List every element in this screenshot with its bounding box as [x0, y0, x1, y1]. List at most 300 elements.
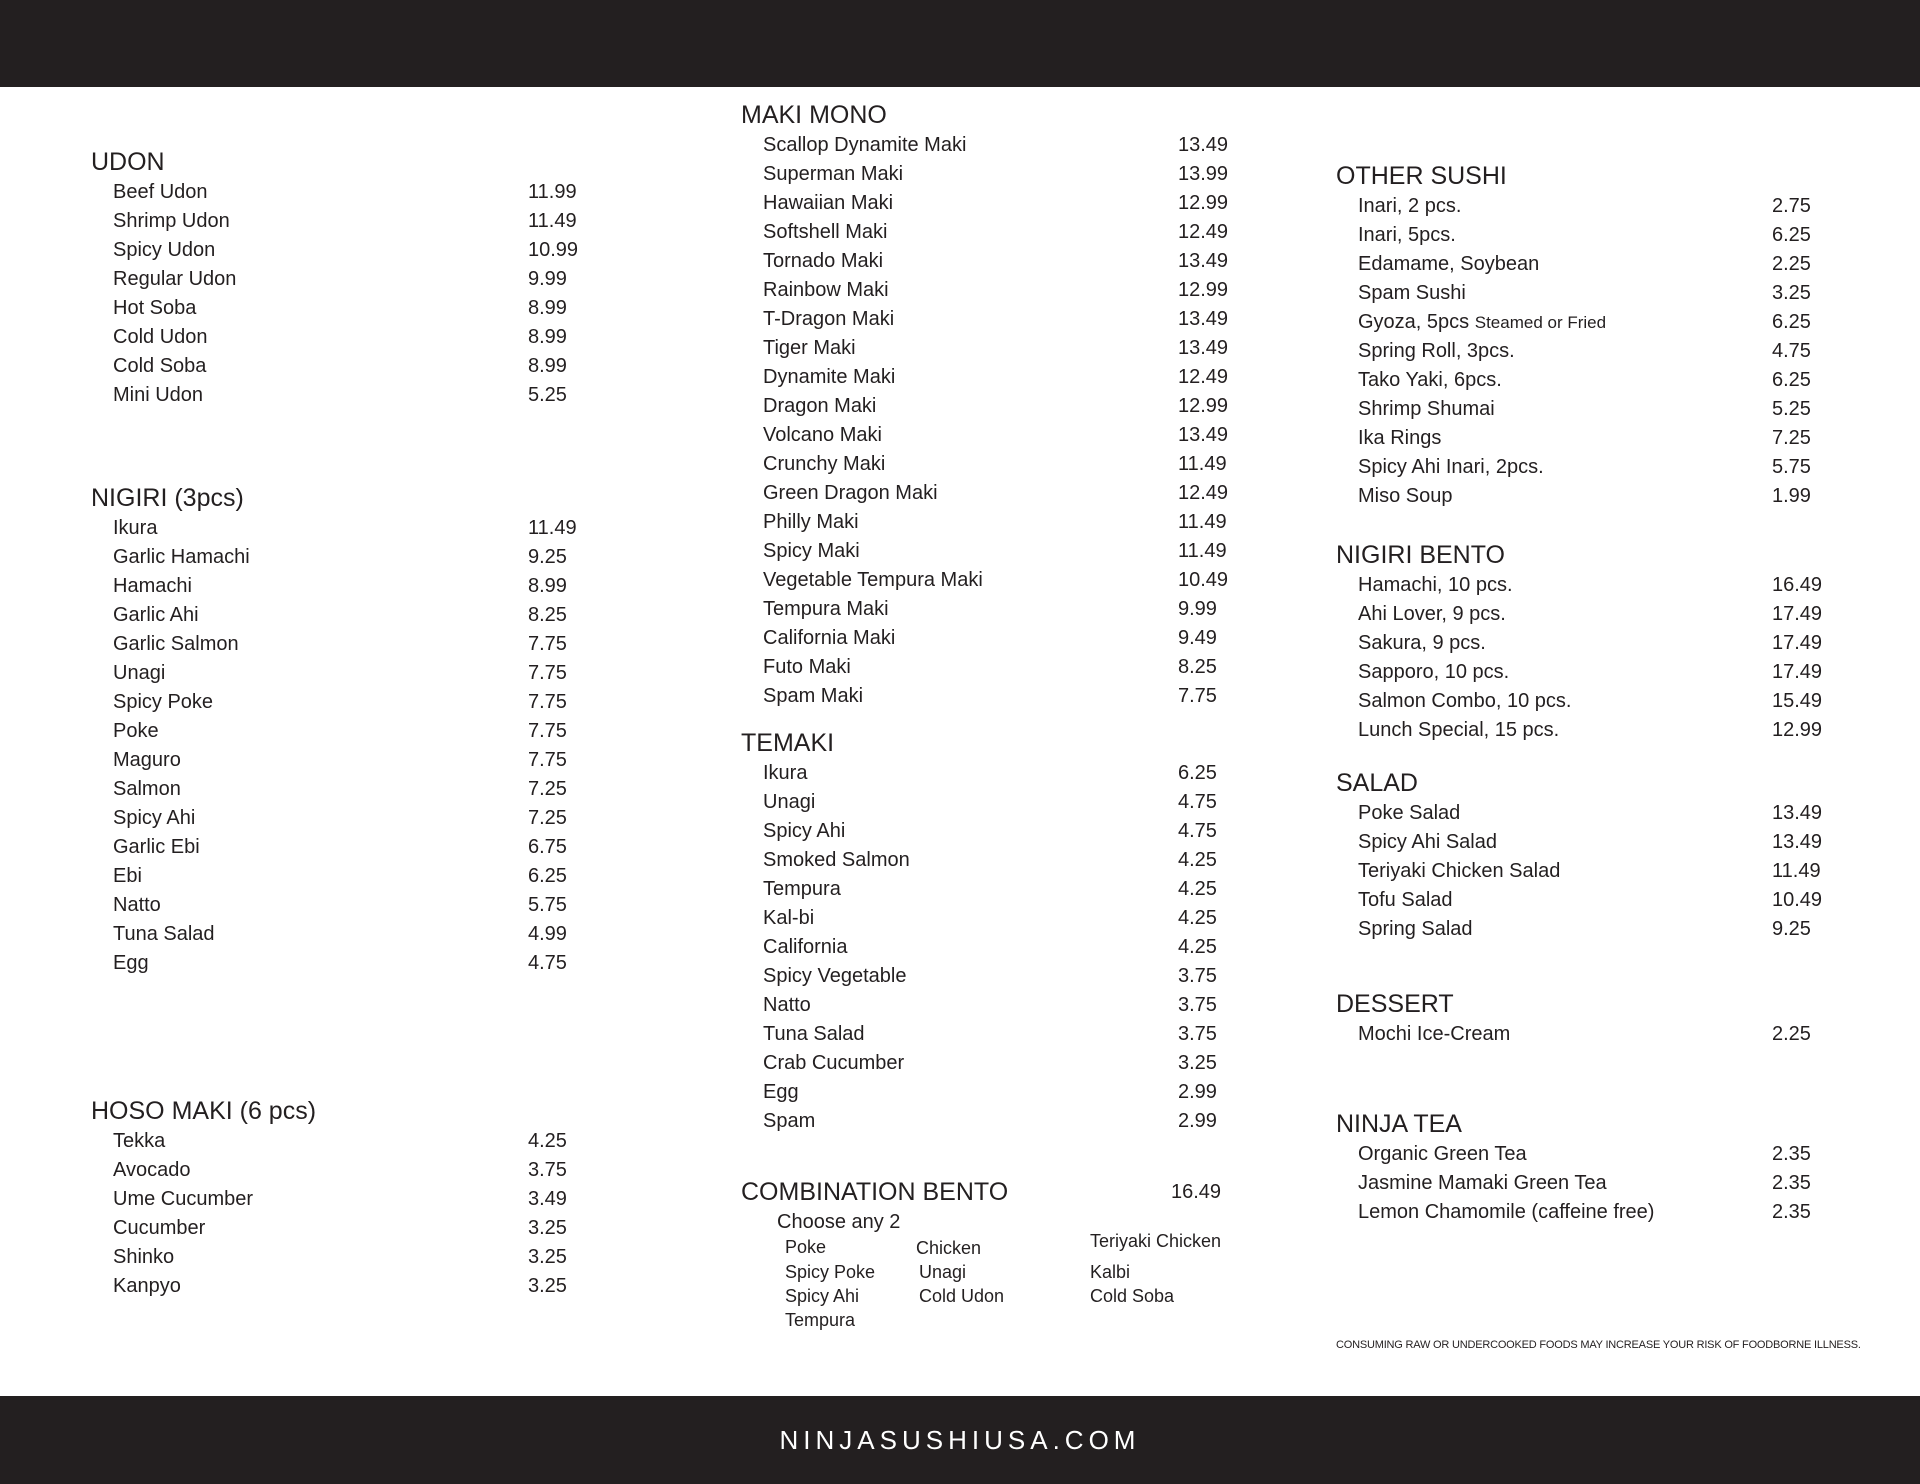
menu-item — [1336, 1169, 1836, 1198]
menu-item — [1336, 687, 1836, 716]
item-name-text: Inari, 5pcs. — [1358, 224, 1456, 246]
item-name-text: Hamachi — [113, 575, 192, 597]
item-name — [763, 537, 860, 566]
item-name-text: Spring Salad — [1358, 918, 1473, 940]
item-price: 5.25 — [1772, 398, 1811, 420]
item-name-text: Garlic Salmon — [113, 633, 239, 655]
item-name — [1358, 1198, 1654, 1227]
item-name-text: Tempura — [763, 878, 841, 900]
menu-item — [91, 381, 591, 410]
item-list — [1336, 1140, 1836, 1227]
item-name — [763, 962, 906, 991]
menu-item — [91, 323, 591, 352]
item-name-text: Salmon — [113, 778, 181, 800]
item-name — [113, 294, 196, 323]
item-name — [763, 247, 883, 276]
item-name — [763, 566, 983, 595]
combo-option: Spicy Ahi — [785, 1286, 860, 1306]
item-price: 3.75 — [1178, 965, 1217, 987]
item-name-text: California Maki — [763, 627, 896, 649]
item-name-text: Shrimp Shumai — [1358, 398, 1495, 420]
menu-item — [741, 933, 1261, 962]
section-title: TEMAKI — [741, 729, 835, 757]
item-name — [113, 949, 149, 978]
item-name — [1358, 600, 1506, 629]
menu-item — [91, 236, 591, 265]
menu-item — [91, 717, 591, 746]
item-name-text: Edamame, Soybean — [1358, 253, 1540, 275]
combo-option: Chicken — [916, 1238, 982, 1258]
item-name — [1358, 687, 1571, 716]
item-name-text: Cold Soba — [113, 355, 207, 377]
menu-item — [741, 450, 1261, 479]
menu-item — [741, 991, 1261, 1020]
item-name — [113, 323, 208, 352]
item-name — [1358, 395, 1495, 424]
item-name-text: Inari, 2 pcs. — [1358, 195, 1462, 217]
menu-item — [1336, 366, 1836, 395]
item-name-text: Volcano Maki — [763, 424, 882, 446]
menu-item — [1336, 250, 1836, 279]
menu-item — [91, 920, 591, 949]
item-name-text: Mochi Ice-Cream — [1358, 1023, 1511, 1045]
section-title: UDON — [91, 148, 165, 176]
combo-option: Cold Udon — [919, 1286, 1005, 1306]
item-name-text: Crab Cucumber — [763, 1052, 905, 1074]
menu-item — [1336, 192, 1836, 221]
item-name-text: Spring Roll, 3pcs. — [1358, 340, 1515, 362]
item-name-text: Egg — [113, 952, 149, 974]
item-price: 8.99 — [528, 355, 567, 377]
menu-item — [91, 601, 591, 630]
item-price: 11.49 — [1772, 860, 1821, 882]
section-title: OTHER SUSHI — [1336, 162, 1507, 190]
item-name — [113, 1214, 205, 1243]
menu-item — [741, 1020, 1261, 1049]
item-name-text: Dragon Maki — [763, 395, 877, 417]
item-name — [113, 804, 195, 833]
menu-item — [91, 1214, 591, 1243]
temaki-section — [741, 729, 1261, 1136]
item-name-text: Ebi — [113, 865, 142, 887]
item-name — [763, 189, 893, 218]
item-name-text: Spicy Ahi Salad — [1358, 831, 1497, 853]
item-price: 17.49 — [1772, 632, 1823, 654]
item-name — [763, 817, 845, 846]
item-price: 7.75 — [528, 662, 567, 684]
item-name — [1358, 828, 1497, 857]
item-name-text: Spicy Vegetable — [763, 965, 907, 987]
menu-item — [741, 508, 1261, 537]
item-name-text: Garlic Hamachi — [113, 546, 250, 568]
item-price: 8.99 — [528, 326, 567, 348]
item-name-text: Spicy Udon — [113, 239, 216, 261]
item-name-text: Spicy Maki — [763, 540, 860, 562]
item-price: 10.49 — [1772, 889, 1823, 911]
item-price: 13.49 — [1178, 134, 1229, 156]
item-note: Steamed or Fried — [1474, 313, 1607, 332]
item-name-text: Sapporo, 10 pcs. — [1358, 661, 1510, 683]
item-price: 4.25 — [1178, 878, 1217, 900]
item-name-text: Hot Soba — [113, 297, 197, 319]
menu-item — [741, 537, 1261, 566]
item-price: 11.99 — [528, 181, 577, 203]
item-name-text: Garlic Ebi — [113, 836, 200, 858]
item-name — [763, 759, 807, 788]
item-name-text: Spam Sushi — [1358, 282, 1466, 304]
item-name — [1358, 1020, 1510, 1049]
item-price: 12.49 — [1178, 366, 1229, 388]
menu-item — [91, 804, 591, 833]
section-title: MAKI MONO — [741, 101, 887, 129]
item-price: 4.75 — [528, 952, 567, 974]
item-price: 2.75 — [1772, 195, 1811, 217]
item-name — [763, 682, 863, 711]
menu-item — [1336, 221, 1836, 250]
item-name-text: Gyoza, 5pcs — [1358, 311, 1470, 333]
item-price: 3.49 — [528, 1188, 567, 1210]
item-name-text: Tuna Salad — [763, 1023, 865, 1045]
menu-item — [1336, 395, 1836, 424]
menu-item — [91, 514, 591, 543]
menu-item — [741, 653, 1261, 682]
nigiri-bento-section — [1336, 541, 1836, 745]
menu-item — [1336, 337, 1836, 366]
item-name — [763, 305, 894, 334]
item-price: 11.49 — [1178, 511, 1227, 533]
item-name — [113, 1243, 174, 1272]
item-name-text: Green Dragon Maki — [763, 482, 938, 504]
combo-option: Cold Soba — [1090, 1286, 1175, 1306]
item-price: 7.75 — [528, 720, 567, 742]
item-name — [113, 862, 142, 891]
item-name — [113, 1272, 181, 1301]
item-price: 3.25 — [528, 1246, 567, 1268]
menu-item — [741, 1078, 1261, 1107]
item-name — [1358, 424, 1441, 453]
item-name-text: Organic Green Tea — [1358, 1143, 1527, 1165]
item-name — [113, 746, 181, 775]
item-price: 13.49 — [1178, 424, 1229, 446]
item-name — [1358, 857, 1560, 886]
menu-item — [741, 595, 1261, 624]
item-name-text: Shinko — [113, 1246, 175, 1268]
menu-item — [741, 189, 1261, 218]
item-price: 2.25 — [1772, 253, 1811, 275]
menu-item — [91, 178, 591, 207]
item-name-text: Mini Udon — [113, 384, 204, 406]
menu-item — [91, 862, 591, 891]
menu-item — [741, 218, 1261, 247]
item-list — [741, 131, 1261, 711]
item-name — [113, 601, 199, 630]
item-price: 1.99 — [1772, 485, 1811, 507]
combo-subtitle: Choose any 2 — [777, 1211, 901, 1233]
item-price: 6.75 — [528, 836, 567, 858]
item-name — [763, 1049, 904, 1078]
item-price: 7.25 — [528, 807, 567, 829]
item-name — [763, 1020, 865, 1049]
section-title: HOSO MAKI (6 pcs) — [91, 1097, 317, 1125]
item-price: 8.25 — [528, 604, 567, 626]
combo-price: 16.49 — [1171, 1181, 1222, 1203]
menu-item — [741, 392, 1261, 421]
item-name — [113, 630, 239, 659]
item-name-text: Tornado Maki — [763, 250, 884, 272]
item-name-text: Spicy Ahi — [763, 820, 846, 842]
menu-item — [91, 891, 591, 920]
item-price: 16.49 — [1772, 574, 1823, 596]
hoso-maki-section — [91, 1097, 591, 1301]
combo-option: Tempura — [785, 1310, 856, 1330]
item-name — [1358, 571, 1513, 600]
item-name — [763, 1107, 815, 1136]
section-title: NINJA TEA — [1336, 1110, 1462, 1138]
other-sushi-section — [1336, 162, 1836, 511]
menu-item — [741, 759, 1261, 788]
menu-item — [741, 131, 1261, 160]
menu-item — [1336, 600, 1836, 629]
item-name-text: Crunchy Maki — [763, 453, 886, 475]
item-name — [113, 207, 230, 236]
item-name — [763, 479, 938, 508]
item-name — [1358, 1169, 1607, 1198]
menu-item — [741, 624, 1261, 653]
item-price: 2.99 — [1178, 1081, 1217, 1103]
menu-item — [91, 352, 591, 381]
item-price: 4.75 — [1178, 791, 1217, 813]
item-name-text: Philly Maki — [763, 511, 859, 533]
item-name-text: Scallop Dynamite Maki — [763, 134, 967, 156]
menu-item — [741, 334, 1261, 363]
menu-item — [1336, 629, 1836, 658]
item-price: 8.99 — [528, 575, 567, 597]
menu-item — [91, 833, 591, 862]
item-name — [763, 595, 889, 624]
menu-item — [91, 543, 591, 572]
item-name-text: Ahi Lover, 9 pcs. — [1358, 603, 1506, 625]
item-name — [113, 1156, 190, 1185]
menu-item — [1336, 886, 1836, 915]
item-name — [113, 236, 215, 265]
item-name-text: Tekka — [113, 1130, 166, 1152]
item-name-text: Poke Salad — [1358, 802, 1461, 824]
item-price: 2.25 — [1772, 1023, 1811, 1045]
menu-item — [741, 682, 1261, 711]
item-price: 9.49 — [1178, 627, 1217, 649]
item-price: 13.49 — [1178, 337, 1229, 359]
item-price: 6.25 — [1772, 311, 1811, 333]
section-title: DESSERT — [1336, 990, 1454, 1018]
item-list — [741, 759, 1261, 1136]
item-price: 9.99 — [528, 268, 567, 290]
item-name — [1358, 886, 1453, 915]
item-price: 12.99 — [1178, 192, 1229, 214]
menu-item — [91, 1243, 591, 1272]
combo-option: Unagi — [919, 1262, 967, 1282]
item-name-text: Futo Maki — [763, 656, 851, 678]
item-name-text: Shrimp Udon — [113, 210, 230, 232]
menu-item — [91, 659, 591, 688]
item-name — [763, 276, 889, 305]
menu-item — [91, 746, 591, 775]
item-name-text: California — [763, 936, 848, 958]
item-price: 4.99 — [528, 923, 567, 945]
item-price: 12.49 — [1178, 482, 1229, 504]
menu-item — [741, 160, 1261, 189]
item-name-text: Spicy Poke — [113, 691, 214, 713]
combo-option: Poke — [785, 1237, 827, 1257]
item-price: 8.25 — [1178, 656, 1217, 678]
item-price: 7.75 — [1178, 685, 1217, 707]
combination-bento-section — [741, 1178, 1261, 1338]
item-name-text: Egg — [763, 1081, 799, 1103]
item-name — [113, 659, 165, 688]
item-price: 15.49 — [1772, 690, 1823, 712]
menu-item — [1336, 716, 1836, 745]
item-name — [763, 933, 847, 962]
item-name — [763, 846, 910, 875]
menu-item — [1336, 571, 1836, 600]
menu-item — [91, 1272, 591, 1301]
menu-item — [741, 904, 1261, 933]
item-name — [113, 775, 181, 804]
item-name — [763, 991, 811, 1020]
item-name — [113, 1127, 165, 1156]
item-name — [1358, 1140, 1527, 1169]
menu-item — [91, 1127, 591, 1156]
item-name — [1358, 221, 1456, 250]
menu-item — [91, 265, 591, 294]
item-name-text: Jasmine Mamaki Green Tea — [1358, 1172, 1607, 1194]
item-name — [1358, 337, 1515, 366]
menu-item — [1336, 799, 1836, 828]
menu-item — [741, 817, 1261, 846]
menu-item — [741, 788, 1261, 817]
item-name — [113, 178, 208, 207]
menu-item — [1336, 915, 1836, 944]
item-price: 7.75 — [528, 633, 567, 655]
menu-item — [1336, 1140, 1836, 1169]
item-list — [1336, 1020, 1836, 1049]
item-name-text: Maguro — [113, 749, 181, 771]
item-price: 6.25 — [1178, 762, 1217, 784]
menu-item — [91, 1185, 591, 1214]
section-title: NIGIRI (3pcs) — [91, 484, 244, 512]
item-name-text: Hawaiian Maki — [763, 192, 894, 214]
item-name — [763, 392, 876, 421]
item-price: 10.49 — [1178, 569, 1229, 591]
item-list — [91, 514, 591, 978]
item-name — [113, 920, 215, 949]
item-name — [763, 1078, 799, 1107]
item-price: 4.25 — [1178, 936, 1217, 958]
item-price: 5.75 — [1772, 456, 1811, 478]
item-price: 13.99 — [1178, 163, 1229, 185]
item-list — [1336, 799, 1836, 944]
menu-item — [741, 1107, 1261, 1136]
item-name-text: Salmon Combo, 10 pcs. — [1358, 690, 1572, 712]
item-price: 5.75 — [528, 894, 567, 916]
item-name-text: Cucumber — [113, 1217, 206, 1239]
item-name — [113, 352, 206, 381]
item-name — [763, 218, 888, 247]
item-price: 4.25 — [1178, 907, 1217, 929]
food-safety-disclaimer: CONSUMING RAW OR UNDERCOOKED FOODS MAY INCREASE YOUR RISK OF FOODBORNE ILLNESS. — [1336, 1339, 1861, 1351]
menu-item — [91, 207, 591, 236]
dessert-section — [1336, 990, 1836, 1049]
item-price: 4.25 — [1178, 849, 1217, 871]
item-name-text: Teriyaki Chicken Salad — [1358, 860, 1561, 882]
item-price: 6.25 — [1772, 224, 1811, 246]
item-price: 13.49 — [1178, 308, 1229, 330]
item-price: 10.99 — [528, 239, 579, 261]
item-name — [763, 508, 859, 537]
menu-item — [1336, 424, 1836, 453]
item-price: 17.49 — [1772, 661, 1823, 683]
item-name — [763, 904, 814, 933]
menu-item — [741, 305, 1261, 334]
item-price: 17.49 — [1772, 603, 1823, 625]
item-name-text: Smoked Salmon — [763, 849, 910, 871]
item-name-text: Miso Soup — [1358, 485, 1453, 507]
item-name — [763, 421, 882, 450]
item-name — [763, 788, 815, 817]
item-name — [763, 653, 851, 682]
item-name-text: T-Dragon Maki — [763, 308, 895, 330]
item-list — [1336, 571, 1836, 745]
item-name — [1358, 658, 1509, 687]
menu-item — [1336, 482, 1836, 511]
item-name-text: Regular Udon — [113, 268, 237, 290]
item-price: 11.49 — [1178, 453, 1227, 475]
item-name-text: Dynamite Maki — [763, 366, 896, 388]
item-name — [763, 450, 885, 479]
item-price: 13.49 — [1772, 831, 1823, 853]
item-name-text: Unagi — [113, 662, 166, 684]
item-price: 2.35 — [1772, 1172, 1811, 1194]
item-name-text: Tiger Maki — [763, 337, 856, 359]
item-name-text: Ika Rings — [1358, 427, 1442, 449]
menu-item — [1336, 453, 1836, 482]
item-price: 3.25 — [528, 1275, 567, 1297]
item-name-text: Cold Udon — [113, 326, 208, 348]
menu-item — [1336, 658, 1836, 687]
menu-item — [741, 875, 1261, 904]
item-name — [763, 334, 856, 363]
item-name — [763, 363, 895, 392]
item-name-text: Ume Cucumber — [113, 1188, 254, 1210]
menu-item — [91, 630, 591, 659]
item-price: 9.25 — [1772, 918, 1811, 940]
item-price: 6.25 — [1772, 369, 1811, 391]
item-name-text: Unagi — [763, 791, 816, 813]
menu-item — [741, 276, 1261, 305]
item-name — [1358, 799, 1460, 828]
menu-item — [91, 775, 591, 804]
section-title: SALAD — [1336, 769, 1418, 797]
item-name-text: Spicy Ahi Inari, 2pcs. — [1358, 456, 1544, 478]
combo-option: Kalbi — [1090, 1262, 1131, 1282]
item-name-text: Vegetable Tempura Maki — [763, 569, 983, 591]
item-name-text: Tako Yaki, 6pcs. — [1358, 369, 1502, 391]
item-name — [113, 1185, 253, 1214]
item-name — [113, 543, 250, 572]
item-name-text: Tempura Maki — [763, 598, 889, 620]
item-name — [1358, 915, 1473, 944]
item-price: 3.75 — [1178, 1023, 1217, 1045]
item-price: 13.49 — [1178, 250, 1229, 272]
